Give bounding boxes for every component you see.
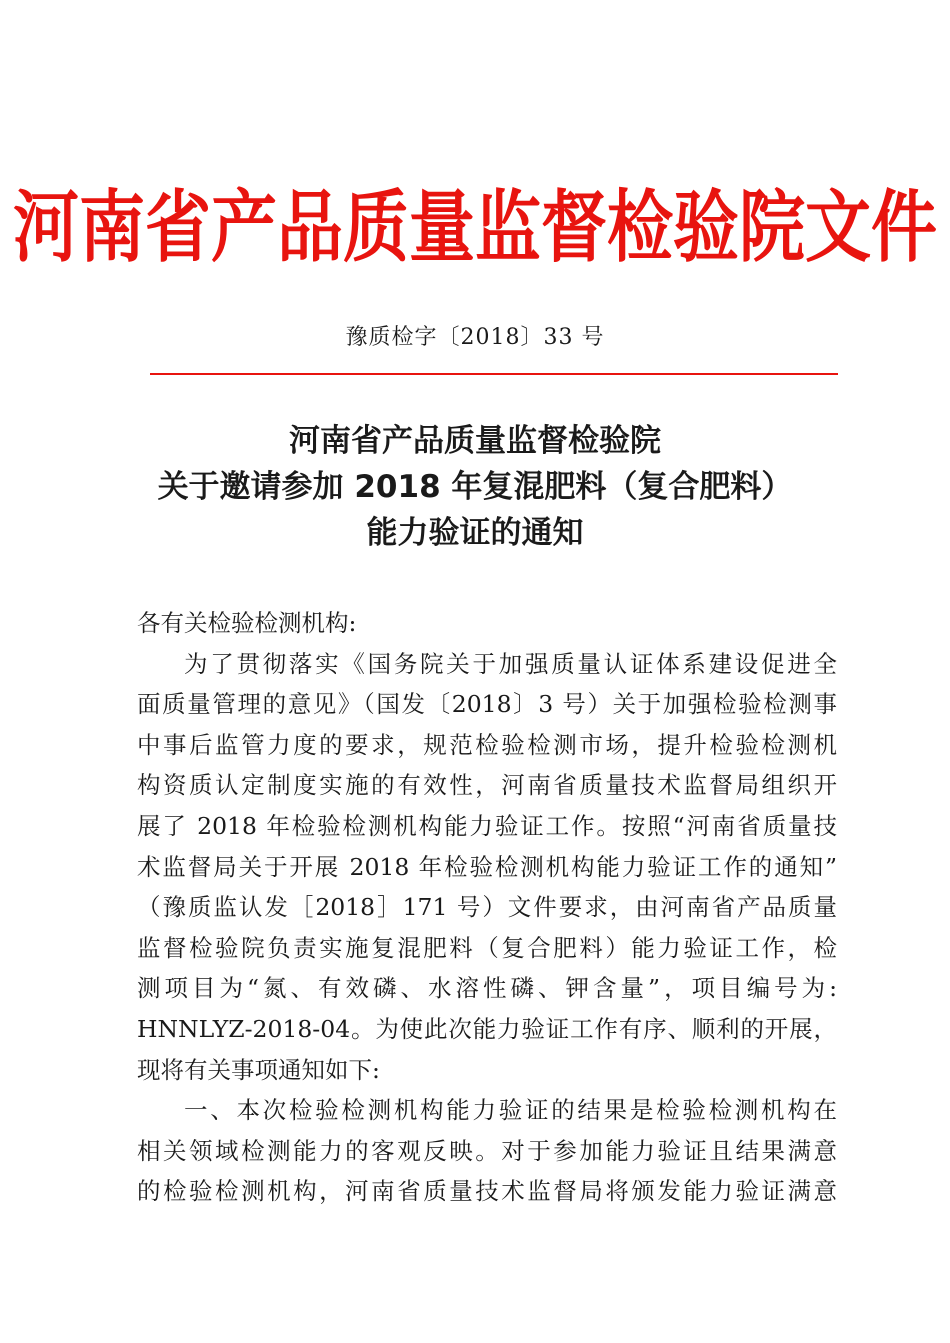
- issuer-red-header: 河南省产品质量监督检验院文件: [13, 181, 937, 273]
- body-line: 构资质认定制度实施的有效性，河南省质量技术监督局组织开: [137, 771, 837, 800]
- body-line: 现将有关事项通知如下:: [137, 1055, 380, 1084]
- body-line: 测项目为“氮、有效磷、水溶性磷、钾含量”，项目编号为:: [137, 974, 837, 1003]
- notice-title-line-1: 河南省产品质量监督检验院: [289, 423, 661, 459]
- notice-body: [137, 603, 837, 1212]
- body-line: 为了贯彻落实《国务院关于加强质量认证体系建设促进全: [184, 649, 837, 678]
- body-line: 监督检验院负责实施复混肥料（复合肥料）能力验证工作，检: [137, 933, 837, 962]
- body-line: 中事后监管力度的要求，规范检验检测市场，提升检验检测机: [137, 730, 837, 759]
- body-line: （豫质监认发［2018］171 号）文件要求，由河南省产品质量: [137, 893, 837, 922]
- notice-title: [0, 418, 950, 556]
- red-divider-line: [150, 373, 838, 375]
- notice-title-line-3: 能力验证的通知: [366, 515, 584, 551]
- body-line: HNNLYZ-2018-04。为使此次能力验证工作有序、顺利的开展，: [137, 1014, 837, 1043]
- body-line: 相关领域检测能力的客观反映。对于参加能力验证且结果满意: [137, 1136, 837, 1165]
- body-line: 的检验检测机构，河南省质量技术监督局将颁发能力验证满意: [137, 1177, 837, 1206]
- notice-title-line-2: 关于邀请参加 2018 年复混肥料（复合肥料）: [157, 469, 793, 505]
- document-number: 豫质检字〔2018〕33 号: [345, 325, 605, 350]
- body-line: 面质量管理的意见》（国发〔2018〕3 号）关于加强检验检测事: [137, 690, 837, 719]
- body-line: 展了 2018 年检验检测机构能力验证工作。按照“河南省质量技: [137, 811, 837, 840]
- body-line: 术监督局关于开展 2018 年检验检测机构能力验证工作的通知”: [137, 852, 837, 881]
- body-line: 一、本次检验检测机构能力验证的结果是检验检测机构在: [184, 1096, 837, 1125]
- salutation: 各有关检验检测机构:: [137, 609, 357, 637]
